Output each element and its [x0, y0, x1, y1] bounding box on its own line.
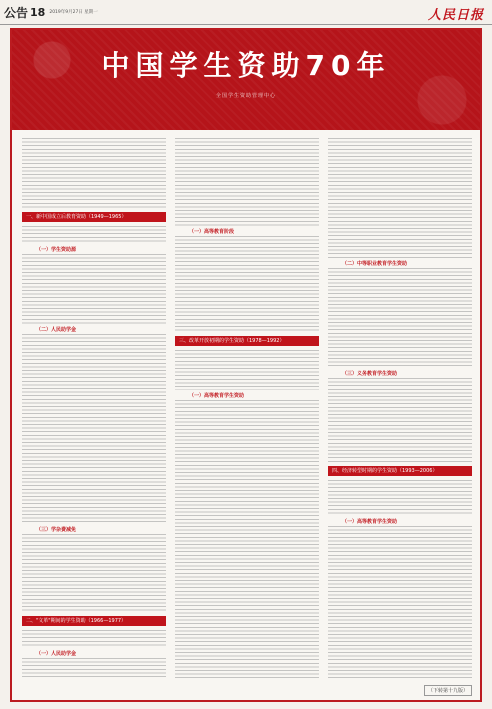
subheading: （二）中等职业教育学生资助	[342, 261, 408, 267]
text-block	[328, 138, 472, 258]
continued-note: （下转第十九版）	[424, 685, 472, 696]
section-heading: 一、新中国成立后教育资助（1949—1965）	[22, 212, 166, 222]
subheading: （三）义务教育学生资助	[342, 371, 398, 377]
section-label: 公告	[4, 5, 29, 20]
text-block	[22, 254, 166, 324]
newspaper-logo: 人民日报	[427, 8, 484, 23]
masthead	[0, 0, 492, 25]
section-heading: 二、"文革"期间的学生资助（1966—1977）	[22, 616, 166, 626]
text-block	[22, 658, 166, 678]
text-block	[22, 226, 166, 244]
text-block	[22, 534, 166, 612]
page-subtitle: 全国学生资助管理中心	[215, 93, 276, 99]
date-line: 2019年9月27日 星期一	[49, 10, 98, 15]
text-block	[175, 236, 319, 332]
column-2	[175, 138, 319, 678]
text-block	[328, 378, 472, 462]
text-block	[175, 350, 319, 390]
page-number: 18	[30, 5, 46, 19]
page-frame	[10, 28, 482, 702]
subheading: （一）人民助学金	[36, 651, 77, 657]
text-block	[22, 138, 166, 208]
subheading: （三）学杂费减免	[36, 527, 77, 533]
text-block	[22, 334, 166, 524]
subheading: （一）学生资助源	[36, 247, 77, 253]
subheading: （一）高等教育学生资助	[189, 393, 245, 399]
subheading: （一）高等教育阶段	[189, 229, 235, 235]
text-block	[328, 480, 472, 516]
text-block	[175, 138, 319, 226]
section-heading: 三、改革开放初期的学生资助（1978—1992）	[175, 336, 319, 346]
article-columns	[22, 138, 472, 678]
text-block	[328, 526, 472, 678]
column-3	[328, 138, 472, 678]
section-heading: 四、经济转型时期的学生资助（1993—2006）	[328, 466, 472, 476]
column-1	[22, 138, 166, 678]
title-banner	[12, 30, 480, 130]
page-title: 中国学生资助70年	[101, 49, 391, 82]
subheading: （一）高等教育学生资助	[342, 519, 398, 525]
text-block	[22, 630, 166, 648]
subheading: （二）人民助学金	[36, 327, 77, 333]
text-block	[328, 268, 472, 368]
text-block	[175, 400, 319, 678]
